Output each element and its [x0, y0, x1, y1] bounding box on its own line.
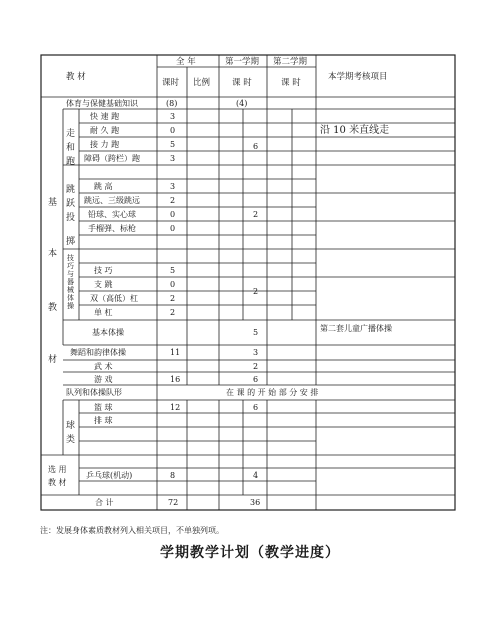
walkrun-year: 3 — [170, 154, 176, 163]
header-sem1: 第一学期 — [225, 57, 260, 67]
health-year: (8) — [166, 99, 178, 108]
gym-item: 单 杠 — [94, 308, 113, 317]
ball-sem1: 6 — [253, 403, 259, 412]
jump-year: 0 — [170, 210, 176, 219]
gym-item: 支 跳 — [94, 280, 113, 289]
jump-sem1: 2 — [253, 210, 259, 219]
gym-year: 0 — [170, 280, 176, 289]
ball-year: 12 — [170, 403, 181, 412]
walkrun-item: 障碍（跨栏）跑 — [84, 154, 140, 163]
walkrun-exam: 沿 10 米直线走 — [320, 125, 390, 136]
gym-label: 技巧与器械体操 — [67, 254, 74, 310]
walkrun-label-char: 和 — [66, 143, 76, 153]
jump-label-char: 投 — [66, 213, 76, 223]
health-sem1: (4) — [236, 99, 248, 108]
walkrun-year: 5 — [170, 140, 176, 149]
drill-label: 队列和体操队形 — [66, 388, 122, 397]
footnote: 注：发展身体素质教材列入相关项目，不单独列项。 — [40, 526, 224, 535]
walkrun-label-char: 跑 — [66, 157, 76, 167]
jump-year: 3 — [170, 182, 176, 191]
dance-label: 舞蹈和韵律体操 — [70, 348, 126, 357]
basic-label-char: 本 — [48, 249, 58, 259]
total-sem1: 36 — [250, 498, 261, 507]
basic-gym-label: 基本体操 — [92, 328, 124, 337]
games-year: 16 — [170, 375, 181, 384]
basic-gym-exam: 第二套儿童广播体操 — [320, 324, 392, 333]
elective-item: 乒乓球(机动) — [86, 471, 133, 480]
elective-label: 选 用 — [48, 465, 67, 474]
walkrun-item: 接 力 跑 — [90, 140, 120, 149]
jump-item: 铅球、实心球 — [88, 210, 136, 219]
total-label: 合 计 — [95, 498, 114, 507]
header-hours: 课时 — [162, 78, 180, 88]
games-label: 游 戏 — [94, 375, 113, 384]
basic-label-char: 材 — [48, 355, 58, 365]
jump-label-char: 掷 — [66, 237, 76, 247]
elective-label: 教 材 — [48, 478, 67, 487]
dance-year: 11 — [170, 348, 181, 357]
gym-year: 5 — [170, 266, 176, 275]
games-sem1: 6 — [253, 375, 259, 384]
gym-sem1: 2 — [253, 287, 259, 296]
walkrun-label-char: 走 — [66, 129, 76, 139]
walkrun-item: 耐 久 跑 — [90, 126, 120, 135]
gym-year: 2 — [170, 294, 176, 303]
jump-label-char: 跳 — [66, 185, 76, 195]
header-sem2-hours: 课 时 — [281, 78, 301, 88]
header-sem1-hours: 课 时 — [232, 78, 252, 88]
page-title: 学期教学计划（教学进度） — [160, 545, 340, 561]
basic-gym-sem1: 5 — [253, 328, 259, 337]
jump-year: 0 — [170, 224, 176, 233]
drill-span: 在 课 的 开 始 部 分 安 排 — [226, 388, 319, 397]
wushu-sem1: 2 — [253, 362, 259, 371]
gym-item: 技 巧 — [94, 266, 113, 275]
ball-label-char: 类 — [66, 435, 76, 445]
jump-item: 跳远、三级跳远 — [84, 196, 140, 205]
jump-item: 跳 高 — [94, 182, 113, 191]
elective-year: 8 — [170, 471, 176, 480]
header-full-year: 全 年 — [176, 57, 196, 67]
header-exam-items: 本学期考核项目 — [328, 72, 388, 82]
health-label: 体育与保健基础知识 — [66, 99, 138, 108]
basic-label-char: 教 — [48, 303, 58, 313]
dance-sem1: 3 — [253, 348, 259, 357]
total-year: 72 — [168, 498, 179, 507]
elective-sem1: 4 — [253, 471, 259, 480]
jump-label-char: 跃 — [66, 199, 76, 209]
walkrun-sem1: 6 — [253, 142, 259, 151]
gym-year: 2 — [170, 308, 176, 317]
ball-label-char: 球 — [66, 421, 76, 431]
gym-item: 双（高低）杠 — [90, 294, 138, 303]
wushu-label: 武 术 — [94, 362, 113, 371]
ball-item: 篮 球 — [94, 403, 113, 412]
walkrun-year: 3 — [170, 112, 176, 121]
walkrun-item: 快 速 跑 — [90, 112, 120, 121]
walkrun-year: 0 — [170, 126, 176, 135]
basic-label-char: 基 — [48, 198, 58, 208]
jump-item: 手榴弹、标枪 — [88, 224, 136, 233]
header-textbook: 教 材 — [66, 72, 86, 82]
ball-item: 排 球 — [94, 416, 113, 425]
header-sem2: 第二学期 — [273, 57, 308, 67]
header-ratio: 比例 — [193, 78, 211, 88]
jump-year: 2 — [170, 196, 176, 205]
